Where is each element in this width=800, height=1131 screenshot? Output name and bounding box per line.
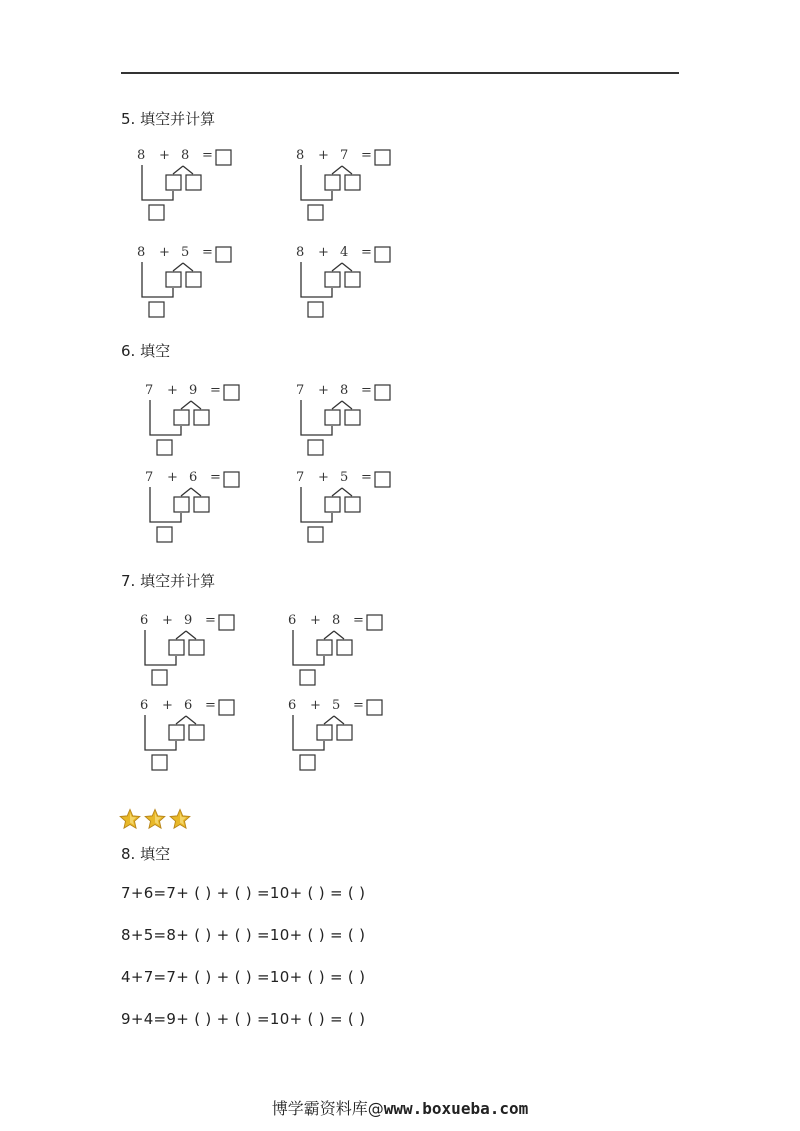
equals-sign: =: [202, 148, 213, 163]
footer-watermark: [0, 1096, 800, 1119]
ten-box[interactable]: [149, 205, 164, 220]
equals-sign: =: [205, 613, 216, 628]
plus-sign: +: [310, 613, 321, 628]
addend-a: 7: [296, 470, 305, 485]
problem: [296, 383, 406, 463]
split-box-left[interactable]: [174, 410, 189, 425]
decomposition-diagram: [145, 383, 255, 463]
decomposition-diagram: [288, 613, 398, 693]
split-box-left[interactable]: [325, 175, 340, 190]
answer-box[interactable]: [367, 700, 382, 715]
ten-box[interactable]: [157, 440, 172, 455]
decomposition-diagram: [296, 470, 406, 550]
ten-box[interactable]: [300, 670, 315, 685]
addend-a: 6: [140, 613, 149, 628]
split-box-right[interactable]: [189, 640, 204, 655]
split-box-right[interactable]: [194, 497, 209, 512]
answer-box[interactable]: [219, 615, 234, 630]
plus-sign: +: [167, 470, 178, 485]
split-branch: [173, 263, 193, 271]
decomposition-diagram: [145, 470, 255, 550]
footer-url: www.boxueba.com: [383, 1099, 529, 1118]
answer-box[interactable]: [375, 247, 390, 262]
addend-b: 5: [340, 470, 349, 485]
footer-prefix: 博学霸资料库@: [271, 1099, 384, 1118]
split-box-right[interactable]: [194, 410, 209, 425]
split-box-right[interactable]: [186, 272, 201, 287]
addend-a: 8: [296, 148, 305, 163]
equals-sign: =: [361, 245, 372, 260]
split-branch: [173, 166, 193, 174]
addend-a: 8: [296, 245, 305, 260]
split-branch: [176, 716, 196, 724]
answer-box[interactable]: [375, 472, 390, 487]
split-branch: [181, 488, 201, 496]
split-box-left[interactable]: [325, 497, 340, 512]
ten-box[interactable]: [152, 755, 167, 770]
equals-sign: =: [353, 698, 364, 713]
addend-b: 9: [184, 613, 193, 628]
decomposition-diagram: [137, 245, 247, 325]
section-8-title: 8. 填空: [121, 845, 171, 863]
problem: [296, 245, 406, 325]
plus-sign: +: [318, 383, 329, 398]
answer-box[interactable]: [375, 385, 390, 400]
problem: [288, 698, 398, 778]
plus-sign: +: [159, 245, 170, 260]
addend-b: 9: [189, 383, 198, 398]
addend-b: 8: [181, 148, 190, 163]
plus-sign: +: [162, 698, 173, 713]
equals-sign: =: [210, 383, 221, 398]
ten-box[interactable]: [152, 670, 167, 685]
plus-sign: +: [318, 148, 329, 163]
equals-sign: =: [361, 383, 372, 398]
split-box-right[interactable]: [189, 725, 204, 740]
split-box-left[interactable]: [169, 725, 184, 740]
addend-b: 6: [184, 698, 193, 713]
addend-b: 5: [332, 698, 341, 713]
decomposition-diagram: [140, 698, 250, 778]
ten-box[interactable]: [157, 527, 172, 542]
addend-b: 5: [181, 245, 190, 260]
equals-sign: =: [361, 148, 372, 163]
split-box-left[interactable]: [166, 272, 181, 287]
split-branch: [332, 263, 352, 271]
section-6-title: 6. 填空: [121, 342, 171, 360]
plus-sign: +: [310, 698, 321, 713]
problem: [288, 613, 398, 693]
split-box-left[interactable]: [317, 640, 332, 655]
addend-a: 6: [140, 698, 149, 713]
expression-row: 8+5=8+ ( ) + ( ) =10+ ( ) = ( ): [121, 926, 366, 944]
plus-sign: +: [162, 613, 173, 628]
star-icon: [119, 808, 141, 830]
expression-row: 4+7=7+ ( ) + ( ) =10+ ( ) = ( ): [121, 968, 366, 986]
split-box-right[interactable]: [345, 497, 360, 512]
decomposition-diagram: [296, 383, 406, 463]
answer-box[interactable]: [375, 150, 390, 165]
ten-box[interactable]: [308, 302, 323, 317]
ten-box[interactable]: [300, 755, 315, 770]
plus-sign: +: [318, 470, 329, 485]
addend-a: 6: [288, 698, 297, 713]
decomposition-diagram: [140, 613, 250, 693]
addend-b: 4: [340, 245, 349, 260]
split-branch: [332, 401, 352, 409]
star-icon: [169, 808, 191, 830]
section-5-title: 5. 填空并计算: [121, 110, 216, 128]
problem: [296, 148, 406, 228]
split-branch: [332, 488, 352, 496]
decomposition-diagram: [137, 148, 247, 228]
top-divider: [121, 72, 679, 74]
split-box-left[interactable]: [166, 175, 181, 190]
split-box-right[interactable]: [186, 175, 201, 190]
split-box-right[interactable]: [345, 272, 360, 287]
addend-b: 7: [340, 148, 349, 163]
answer-box[interactable]: [224, 472, 239, 487]
split-box-right[interactable]: [337, 640, 352, 655]
answer-box[interactable]: [224, 385, 239, 400]
plus-sign: +: [318, 245, 329, 260]
answer-box[interactable]: [216, 247, 231, 262]
split-branch: [181, 401, 201, 409]
plus-sign: +: [159, 148, 170, 163]
answer-box[interactable]: [219, 700, 234, 715]
addend-b: 8: [340, 383, 349, 398]
problem: [140, 613, 250, 693]
problem: [140, 698, 250, 778]
equals-sign: =: [353, 613, 364, 628]
split-branch: [176, 631, 196, 639]
addend-a: 6: [288, 613, 297, 628]
ten-box[interactable]: [308, 440, 323, 455]
addend-a: 7: [145, 383, 154, 398]
expression-row: 7+6=7+ ( ) + ( ) =10+ ( ) = ( ): [121, 884, 366, 902]
split-box-right[interactable]: [337, 725, 352, 740]
problem: [145, 383, 255, 463]
split-box-right[interactable]: [345, 410, 360, 425]
split-box-left[interactable]: [169, 640, 184, 655]
ten-box[interactable]: [308, 205, 323, 220]
problem: [145, 470, 255, 550]
decomposition-diagram: [288, 698, 398, 778]
equals-sign: =: [361, 470, 372, 485]
ten-box[interactable]: [308, 527, 323, 542]
addend-a: 7: [145, 470, 154, 485]
plus-sign: +: [167, 383, 178, 398]
problem: [137, 245, 247, 325]
answer-box[interactable]: [367, 615, 382, 630]
expression-row: 9+4=9+ ( ) + ( ) =10+ ( ) = ( ): [121, 1010, 366, 1028]
decomposition-diagram: [296, 245, 406, 325]
star-icon: [144, 808, 166, 830]
split-branch: [324, 631, 344, 639]
decomposition-diagram: [296, 148, 406, 228]
addend-b: 8: [332, 613, 341, 628]
addend-a: 7: [296, 383, 305, 398]
split-branch: [332, 166, 352, 174]
problem: [137, 148, 247, 228]
split-box-right[interactable]: [345, 175, 360, 190]
split-box-left[interactable]: [174, 497, 189, 512]
problem: [296, 470, 406, 550]
split-branch: [324, 716, 344, 724]
equals-sign: =: [202, 245, 213, 260]
equals-sign: =: [205, 698, 216, 713]
addend-b: 6: [189, 470, 198, 485]
ten-box[interactable]: [149, 302, 164, 317]
equals-sign: =: [210, 470, 221, 485]
split-box-left[interactable]: [317, 725, 332, 740]
split-box-left[interactable]: [325, 272, 340, 287]
section-7-title: 7. 填空并计算: [121, 572, 216, 590]
answer-box[interactable]: [216, 150, 231, 165]
split-box-left[interactable]: [325, 410, 340, 425]
addend-a: 8: [137, 245, 146, 260]
addend-a: 8: [137, 148, 146, 163]
